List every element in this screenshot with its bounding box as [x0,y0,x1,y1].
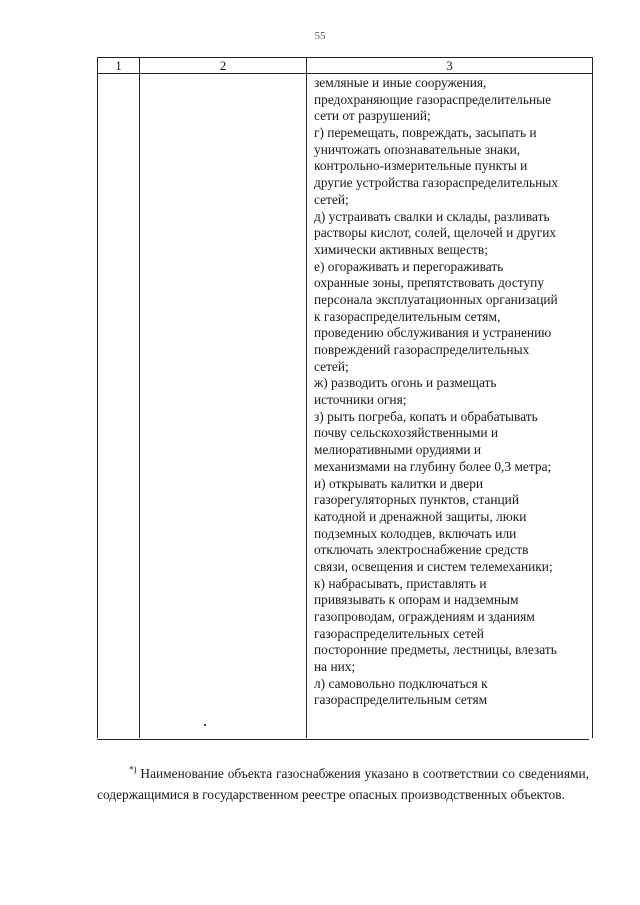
table-header-row [98,58,593,74]
scan-artifact-dot [204,724,206,726]
data-table [97,57,593,738]
text-line: д) устраивать свалки и склады, разливать [314,208,550,224]
text-line: подземных колодцев, включать или [314,525,517,541]
column-header-3: 3 [307,58,593,74]
text-line: газорегуляторных пунктов, станций [314,492,520,508]
text-line: химически активных веществ; [314,241,488,257]
text-line: другие устройства газораспределительных [314,175,559,191]
text-line: посторонние предметы, лестницы, влезать [314,642,557,658]
text-line: сетей; [314,191,349,207]
text-line: связи, освещения и систем телемеханики; [314,558,553,574]
text-line: мелиоративными орудиями и [314,442,482,458]
text-line: г) перемещать, повреждать, засыпать и [314,125,537,141]
text-line: предохраняющие газораспределительные [314,91,552,107]
text-line: контрольно-измерительные пункты и [314,158,528,174]
text-line: ж) разводить огонь и размещать [314,375,497,391]
text-line: проведению обслуживания и устранению [314,325,552,341]
text-line: и) открывать калитки и двери [314,475,484,491]
text-line: отключать электроснабжение средств [314,542,529,558]
footnote-marker: *) [129,764,137,775]
text-line: повреждений газораспределительных [314,342,530,357]
text-line: сети от разрушений; [314,108,431,124]
text-line: сетей; [314,358,349,374]
text-line: газопроводам, ограждениям и зданиям [314,609,535,624]
text-line: растворы кислот, солей, щелочей и других [314,225,557,241]
text-line: источники огня; [314,392,407,408]
text-line: уничтожать опознавательные знаки, [314,141,521,157]
text-line: почву сельскохозяйственными и [314,425,499,441]
table-cell-column-1 [98,74,140,739]
text-line: катодной и дренажной защиты, люки [314,508,527,524]
table-row [98,74,593,739]
text-line: персонала эксплуатационных организаций [314,291,558,307]
table-cell-column-2 [140,74,307,739]
text-line: охранные зоны, препятствовать доступу [314,275,545,291]
text-line: е) огораживать и перегораживать [314,258,504,274]
table-bottom-rule [97,739,589,740]
text-line: газораспределительным сетям [314,692,488,708]
text-line: привязывать к опорам и надземным [314,592,519,608]
text-line: л) самовольно подключаться к [314,675,488,691]
page-number: 55 [314,30,326,42]
footnote [97,763,589,805]
text-line: з) рыть погреба, копать и обрабатывать [314,408,538,424]
table-cell-column-3 [307,74,593,739]
text-line: к) набрасывать, приставлять и [314,575,487,591]
text-line: на них; [314,659,356,675]
column-3-text [307,74,592,709]
column-header-2: 2 [140,58,307,74]
column-header-1: 1 [98,58,140,74]
text-line: земляные и иные сооружения, [314,75,487,90]
footnote-text: Наименование объекта газоснабжения указано в соответствии со сведениями, содержащимися в государственном реестре опасных производственных объектов. [97,766,589,802]
text-line: газораспределительных сетей [314,625,484,641]
text-line: к газораспределительным сетям, [314,308,501,324]
text-line: механизмами на глубину более 0,3 метра; [314,458,552,474]
